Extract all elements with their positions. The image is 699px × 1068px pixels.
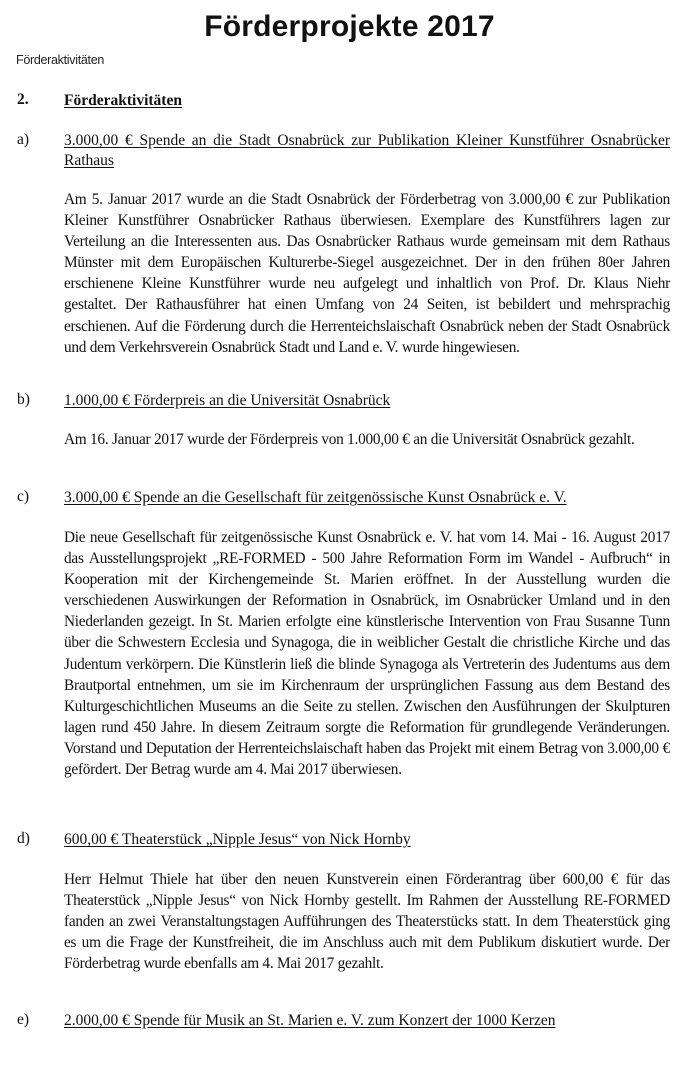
- page-subtitle: Förderaktivitäten: [16, 53, 104, 67]
- item-title: 1.000,00 € Förderpreis an die Universität Osnabrück: [64, 392, 391, 409]
- item-a-body: Am 5. Januar 2017 wurde an die Stadt Osnabrück der Förderbetrag von 3.000,00 € zur Publikation Kleiner Kunstführer Osnabrücker Rathaus überwiesen. Exemplare des Kunstführers lagen zur Verteilung an die Interessenten aus. Das Osnabrücker Rathaus wurde gemeinsam mit dem Rathaus Münster mit dem Europäischen Kulturerbe-Siegel ausgezeichnet. Der in den frühen 80er Jahren erschienene Kleine Kunstführer wurde neu aufgelegt und inhaltlich von Prof. Dr. Klaus Niehr gestaltet. Der Rathausführer hat einen Umfang von 24 Seiten, ist bebildert und mehrsprachig erschienen. Auf die Förderung durch die Herrenteichslaischaft Osnabrück neben der Stadt Osnabrück und dem Verkehrsverein Osnabrück Stadt und Land e. V. wurde hingewiesen.: [64, 191, 670, 356]
- item-title: 3.000,00 € Spende an die Stadt Osnabrück zur Publikation Kleiner Kunstführer Osnabrücker Rathaus: [64, 132, 670, 169]
- item-b-body: Am 16. Januar 2017 wurde der Förderpreis von 1.000,00 € an die Universität Osnabrück gezahlt.: [64, 431, 635, 448]
- item-title: 2.000,00 € Spende für Musik an St. Marien e. V. zum Konzert der 1000 Kerzen: [64, 1012, 556, 1029]
- item-d-body: Herr Helmut Thiele hat über den neuen Kunstverein einen Förderantrag über 600,00 € für das Theaterstück „Nipple Jesus“ von Nick Hornby gestellt. Im Rahmen der Ausstellung RE-FORMED fanden an zwei Veranstaltungstagen Aufführungen des Theaterstücks statt. In dem Theaterstück ging es um die Frage der Kunstfreiheit, die im Anschluss auch mit dem Publikum diskutiert wurde. Der Förderbetrag wurde ebenfalls am 4. Mai 2017 gezahlt.: [64, 871, 670, 973]
- item-label: b): [17, 391, 30, 408]
- item-c-body: Die neue Gesellschaft für zeitgenössische Kunst Osnabrück e. V. hat vom 14. Mai - 16. August 2017 das Ausstellungsprojekt „RE-FORMED - 500 Jahre Reformation Form im Wandel - Aufbruch“ in Kooperation mit der Kirchengemeinde St. Marien eröffnet. In der Ausstellung wurden die verschiedenen Auswirkungen der Reformation in Osnabrück, im Osnabrücker Umland und in den Niederlanden gezeigt. In St. Marien erfolgte eine künstlerische Intervention von Frau Susanne Tunn über die Schwestern Ecclesia und Synagoga, die in weiblicher Gestalt die christliche Kirche und das Judentum verkörpern. Die Künstlerin ließ die blinde Synagoga als Vertreterin des Judentums aus dem Brautportal entnehmen, um sie im Kirchenraum der ursprünglichen Fassung aus dem Bestand des Kulturgeschichtlichen Museums an die Seite zu stellen. Zwischen den Ausführungen der Skulpturen lagen rund 450 Jahre. In diesem Zeitraum sorgte die Reformation für grundlegende Veränderungen. Vorstand und Deputation der Herrenteichslaischaft haben das Projekt mit einem Betrag von 3.000,00 € gefördert. Der Betrag wurde am 4. Mai 2017 überwiesen.: [64, 529, 670, 779]
- section-title: Förderaktivitäten: [64, 92, 182, 109]
- item-label: c): [17, 488, 30, 505]
- section-number: 2.: [17, 91, 29, 108]
- page-title: Förderprojekte 2017: [204, 10, 495, 43]
- item-title: 600,00 € Theaterstück „Nipple Jesus“ von Nick Hornby: [64, 831, 411, 848]
- item-label: e): [17, 1011, 30, 1028]
- item-label: d): [17, 830, 30, 847]
- item-label: a): [17, 131, 30, 148]
- item-title: 3.000,00 € Spende an die Gesellschaft für zeitgenössische Kunst Osnabrück e. V.: [64, 489, 567, 506]
